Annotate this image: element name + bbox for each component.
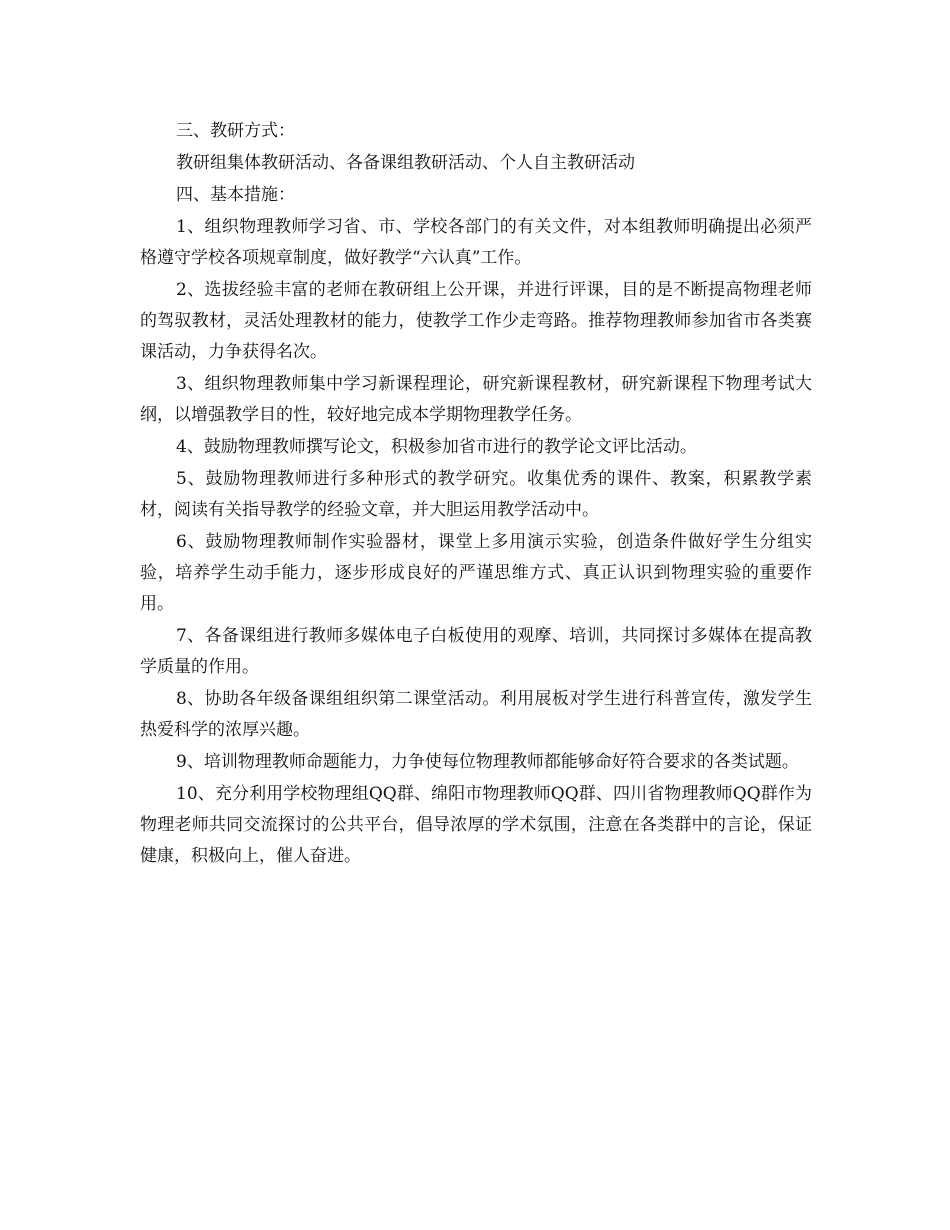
document-body <box>140 116 812 873</box>
measure-item-7: 7、各备课组进行教师多媒体电子白板使用的观摩、培训，共同探讨多媒体在提高教学质量的作用。 <box>140 626 812 677</box>
measure-item-9: 9、培训物理教师命题能力，力争使每位物理教师都能够命好符合要求的各类试题。 <box>176 752 799 772</box>
measure-item-3: 3、组织物理教师集中学习新课程理论，研究新课程教材，研究新课程下物理考试大纲，以增强教学目的性，较好地完成本学期物理教学任务。 <box>140 374 812 425</box>
section-heading-basic-measures: 四、基本措施： <box>176 185 295 205</box>
measure-item-2: 2、选拔经验丰富的老师在教研组上公开课，并进行评课，目的是不断提高物理老师的驾驭教材，灵活处理教材的能力，使教学工作少走弯路。推荐物理教师参加省市各类赛课活动，力争获得名次。 <box>140 280 812 362</box>
section-heading-research-method: 三、教研方式： <box>176 121 295 141</box>
measure-item-10: 10、充分利用学校物理组QQ群、绵阳市物理教师QQ群、四川省物理教师QQ群作为物理老师共同交流探讨的公共平台，倡导浓厚的学术氛围，注意在各类群中的言论，保证健康，积极向上，催人奋进。 <box>140 784 812 866</box>
measure-item-1: 1、组织物理教师学习省、市、学校各部门的有关文件，对本组教师明确提出必须严格遵守学校各项规章制度，做好教学“六认真”工作。 <box>140 217 812 268</box>
measure-item-5: 5、鼓励物理教师进行多种形式的教学研究。收集优秀的课件、教案，积累教学素材，阅读有关指导教学的经验文章，并大胆运用教学活动中。 <box>140 469 812 520</box>
measure-item-8: 8、协助各年级备课组组织第二课堂活动。利用展板对学生进行科普宣传，激发学生热爱科学的浓厚兴趣。 <box>140 689 812 740</box>
measure-item-4: 4、鼓励物理教师撰写论文，积极参加省市进行的教学论文评比活动。 <box>176 437 697 457</box>
paragraph-research-activities: 教研组集体教研活动、各备课组教研活动、个人自主教研活动 <box>176 153 635 173</box>
measure-item-6: 6、鼓励物理教师制作实验器材，课堂上多用演示实验，创造条件做好学生分组实验，培养学生动手能力，逐步形成良好的严谨思维方式、真正认识到物理实验的重要作用。 <box>140 532 812 614</box>
